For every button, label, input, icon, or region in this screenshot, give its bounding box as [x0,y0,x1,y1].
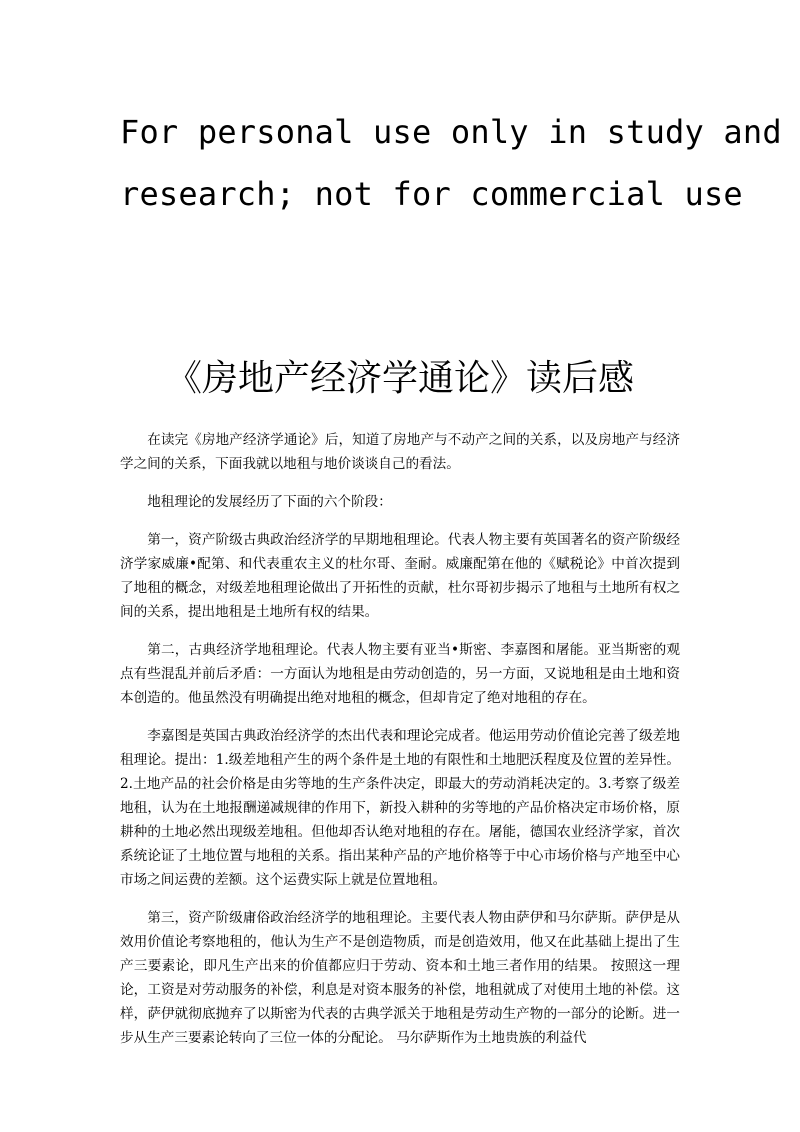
paragraph-stage-2: 第二，古典经济学地租理论。代表人物主要有亚当•斯密、李嘉图和屠能。亚当斯密的观点有些混乱并前后矛盾：一方面认为地租是由劳动创造的，另一方面，又说地租是由土地和资本创造的。他虽然没有明确提出绝对地租的概念，但却肯定了绝对地租的存在。 [120,642,680,706]
document-title: 《房地产经济学通论》读后感 [165,358,634,399]
document-body [120,428,680,1064]
paragraph-stage-3: 第三，资产阶级庸俗政治经济学的地租理论。主要代表人物由萨伊和马尔萨斯。萨伊是从效用价值论考察地租的，他认为生产不是创造物质，而是创造效用，他又在此基础上提出了生产三要素论，即凡生产出来的价值都应归于劳动、资本和土地三者作用的结果。 按照这一理论，工资是对劳动服务的补偿，利息是对资本服务的补偿，地租就成了对使用土地的补偿。这样，萨伊就彻底抛弃了以斯密为代表的古典学派关于地租是劳动生产物的一部分的论断。进一步从生产三要素论转向了三位一体的分配论。 马尔萨斯作为土地贵族的利益代 [120,910,680,1046]
watermark-line-1: For personal use only in study and [120,113,782,151]
watermark-line-2: research; not for commercial use [120,175,743,213]
paragraph-stage-1: 第一，资产阶级古典政治经济学的早期地租理论。代表人物主要有英国著名的资产阶级经济学家威廉•配第、和代表重农主义的杜尔哥、奎耐。威廉配第在他的《赋税论》中首次提到了地租的概念，对级差地租理论做出了开拓性的贡献，杜尔哥初步揭示了地租与土地所有权之间的关系，提出地租是土地所有权的结果。 [120,532,680,620]
paragraph-intro: 在读完《房地产经济学通论》后，知道了房地产与不动产之间的关系，以及房地产与经济学之间的关系，下面我就以地租与地价谈谈自己的看法。 [120,432,680,472]
paragraph-ricardo: 李嘉图是英国古典政治经济学的杰出代表和理论完成者。他运用劳动价值论完善了级差地租理论。提出：1.级差地租产生的两个条件是土地的有限性和土地肥沃程度及位置的差异性。2.土地产品的社会价格是由劣等地的生产条件决定，即最大的劳动消耗决定的。3.考察了级差地租，认为在土地报酬递减规律的作用下，新投入耕种的劣等地的产品价格决定市场价格，原耕种的土地必然出现级差地租。但他却否认绝对地租的存在。屠能，德国农业经济学家，首次系统论证了土地位置与地租的关系。指出某种产品的产地价格等于中心市场价格与产地至中心市场之间运费的差额。这个运费实际上就是位置地租。 [120,728,680,888]
paragraph-stages-intro: 地租理论的发展经历了下面的六个阶段： [147,494,392,510]
